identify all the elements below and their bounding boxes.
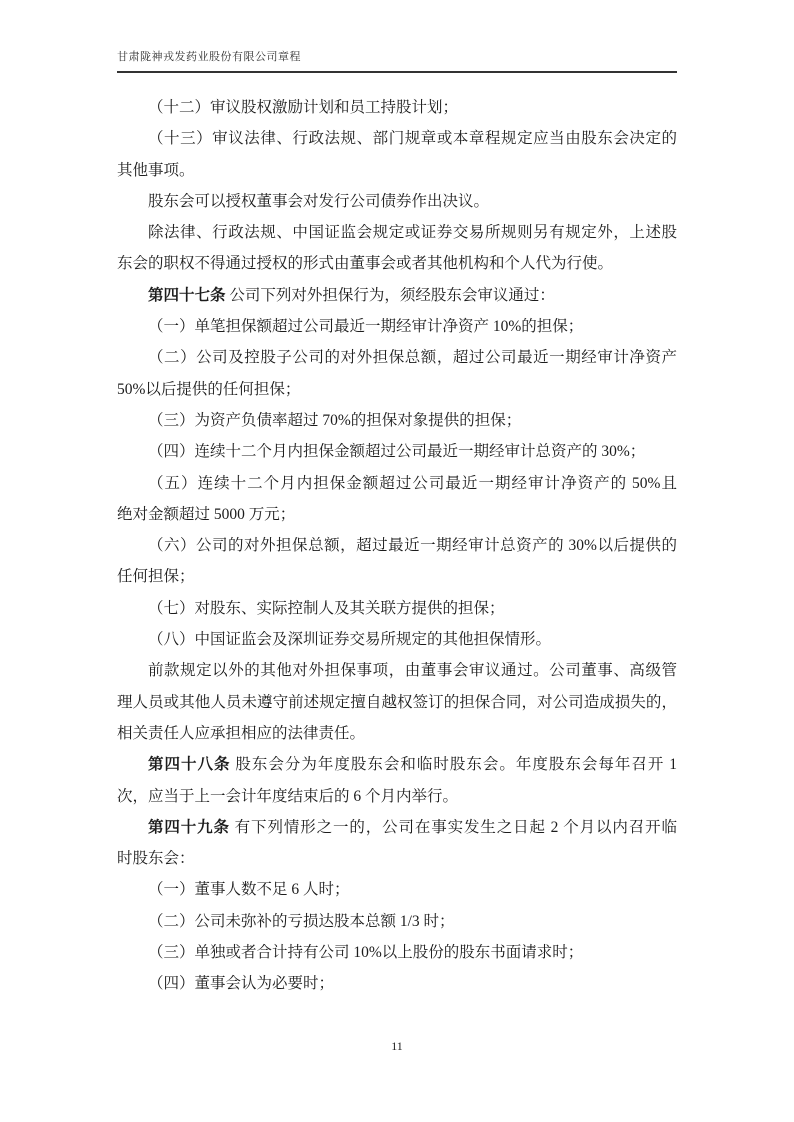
body-line: [117, 874, 677, 905]
body-line: [117, 561, 677, 592]
body-line: [117, 436, 677, 467]
body-line-text: （六）公司的对外担保总额，超过最近一期经审计总资产的 30%以后提供的: [148, 537, 677, 555]
page-title: 甘肃陇神戎发药业股份有限公司章程: [117, 51, 301, 63]
page-number: 11: [391, 1039, 403, 1053]
body-line: [117, 687, 677, 718]
body-line: [117, 593, 677, 624]
body-line: [117, 499, 677, 530]
body-line-text: 有下列情形之一的，公司在事实发生之日起 2 个月以内召开临: [229, 818, 677, 836]
body-line-text: （三）单独或者合计持有公司 10%以上股份的股东书面请求时；: [148, 944, 584, 962]
body-line-text: 相关责任人应承担相应的法律责任。: [117, 724, 366, 742]
body-line: [117, 812, 677, 843]
body-line: [117, 781, 677, 812]
body-line: [117, 280, 677, 311]
body-line-text: 前款规定以外的其他对外担保事项，由董事会审议通过。公司董事、高级管: [148, 662, 677, 680]
body-line: [117, 718, 677, 749]
article-number: 第四十七条: [148, 286, 226, 304]
body-line: [117, 248, 677, 279]
body-line-text: 东会的职权不得通过授权的形式由董事会或者其他机构和个人代为行使。: [117, 255, 614, 273]
body-line-text: 其他事项。: [117, 161, 195, 179]
body-line: [117, 217, 677, 248]
body-line: [117, 624, 677, 655]
body-line-text: （五）连续十二个月内担保金额超过公司最近一期经审计净资产的 50%且: [148, 474, 677, 492]
body-line: [117, 906, 677, 937]
body-line-text: （一）单笔担保额超过公司最近一期经审计净资产 10%的担保；: [148, 318, 584, 336]
body-line: [117, 374, 677, 405]
body-line-text: （三）为资产负债率超过 70%的担保对象提供的担保；: [148, 411, 522, 429]
page-footer: [0, 1037, 794, 1055]
article-number: 第四十八条: [148, 756, 231, 774]
body-line-text: 公司下列对外担保行为，须经股东会审议通过：: [225, 286, 555, 304]
body-line: [117, 405, 677, 436]
body-line-text: （十二）审议股权激励计划和员工持股计划；: [148, 99, 459, 116]
body-line: [117, 155, 677, 186]
body-line-text: 股东会可以授权董事会对发行公司债券作出决议。: [148, 192, 490, 210]
body-line: [117, 655, 677, 686]
body-line: [117, 342, 677, 373]
body-line-text: 50%以后提供的任何担保；: [117, 380, 301, 398]
body-line: [117, 311, 677, 342]
body-line-text: （七）对股东、实际控制人及其关联方提供的担保；: [148, 599, 505, 617]
body-line: [117, 186, 677, 217]
body-line-text: 任何担保；: [117, 568, 195, 586]
article-number: 第四十九条: [148, 818, 230, 836]
body-line-text: 次，应当于上一会计年度结束后的 6 个月内举行。: [117, 787, 459, 805]
body-line: [117, 92, 677, 123]
body-line: [117, 530, 677, 561]
body-line-text: （四）董事会认为必要时；: [148, 975, 335, 993]
body-line-text: （一）董事人数不足 6 人时；: [148, 881, 350, 899]
body-line-text: （二）公司及控股子公司的对外担保总额，超过公司最近一期经审计净资产: [148, 349, 677, 367]
body-line: [117, 123, 677, 154]
body-line-text: 绝对金额超过 5000 万元；: [117, 505, 296, 523]
body-line-text: （八）中国证监会及深圳证券交易所规定的其他担保情形。: [148, 631, 552, 649]
body-line: [117, 843, 677, 874]
body-line-text: 理人员或其他人员未遵守前述规定擅自越权签订的担保合同，对公司造成损失的，: [117, 693, 677, 711]
body-line-text: 时股东会：: [117, 850, 195, 868]
body-line-text: （二）公司未弥补的亏损达股本总额 1/3 时；: [148, 912, 455, 930]
body-line: [117, 937, 677, 968]
body-line: [117, 468, 677, 499]
document-body: [117, 92, 677, 1000]
body-line-text: 股东会分为年度股东会和临时股东会。年度股东会每年召开 1: [230, 756, 677, 774]
body-line: [117, 749, 677, 780]
body-line-text: 除法律、行政法规、中国证监会规定或证券交易所规则另有规定外，上述股: [148, 224, 677, 242]
body-line-text: （四）连续十二个月内担保金额超过公司最近一期经审计总资产的 30%；: [148, 443, 646, 461]
page-header: [117, 50, 677, 73]
body-line: [117, 968, 677, 999]
body-line-text: （十三）审议法律、行政法规、部门规章或本章程规定应当由股东会决定的: [148, 130, 677, 148]
